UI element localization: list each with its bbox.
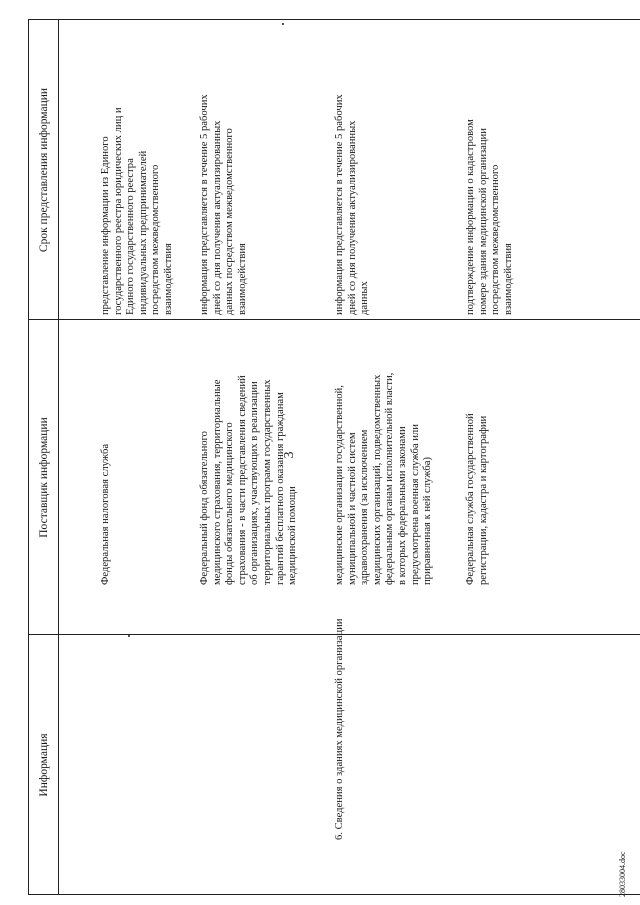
header-bottom-border: [58, 20, 59, 895]
row2-deadline: информация представляется в течение 5 рабочих дней со дня получения актуализированных данных посредством межведомственного взаимодействия: [199, 94, 248, 315]
page-number: 3: [282, 451, 297, 459]
footer-file-code: 28033004.doc: [618, 851, 627, 897]
row3-provider: медицинские организации государственной, муниципальной и частной систем здравоохранения (за исключением медицинских организаций, подведомственных федеральным органам исполнительной власти, в которых федеральными законами предусмотрена военная служба или приравненная к ней служба): [334, 372, 434, 585]
scan-speck: [128, 635, 130, 637]
row3-information: 6. Сведения о зданиях медицинской организации: [334, 618, 345, 840]
row4-provider: Федеральная служба государственной регистрации, кадастра и картографии: [465, 413, 489, 585]
row2-provider: Федеральный фонд обязательного медицинского страхования, территориальные фонды обязательного медицинского страхования - в части представления сведений об организациях, участвующих в реализации территориальных программ государственных гарантий бесплатного оказания гражданам медицинской помощи: [199, 375, 299, 585]
row4-deadline: подтверждение информации о кадастровом номере здания медицинской организации посредством межведомственного взаимодействия: [465, 119, 514, 315]
header-deadline: Срок представления информации: [38, 87, 50, 253]
table-right-border: [28, 19, 640, 20]
row1-provider: Федеральная налоговая служба: [100, 443, 111, 585]
table-top-border: [28, 20, 29, 895]
scan-speck: [282, 23, 284, 25]
header-provider: Поставщик информации: [38, 417, 50, 538]
row1-deadline: представление информации из Единого государственного реестра юридических лиц и Единого государственного реестра индивидуальных предпринимателей посредством межведомственного взаимодействия: [100, 107, 174, 315]
table-left-border: [28, 894, 640, 895]
header-information: Информация: [38, 733, 50, 797]
column-divider-2: [28, 319, 640, 320]
row3-deadline: информация представляется в течение 5 рабочих дней со дня получения актуализированных данных: [334, 94, 371, 315]
